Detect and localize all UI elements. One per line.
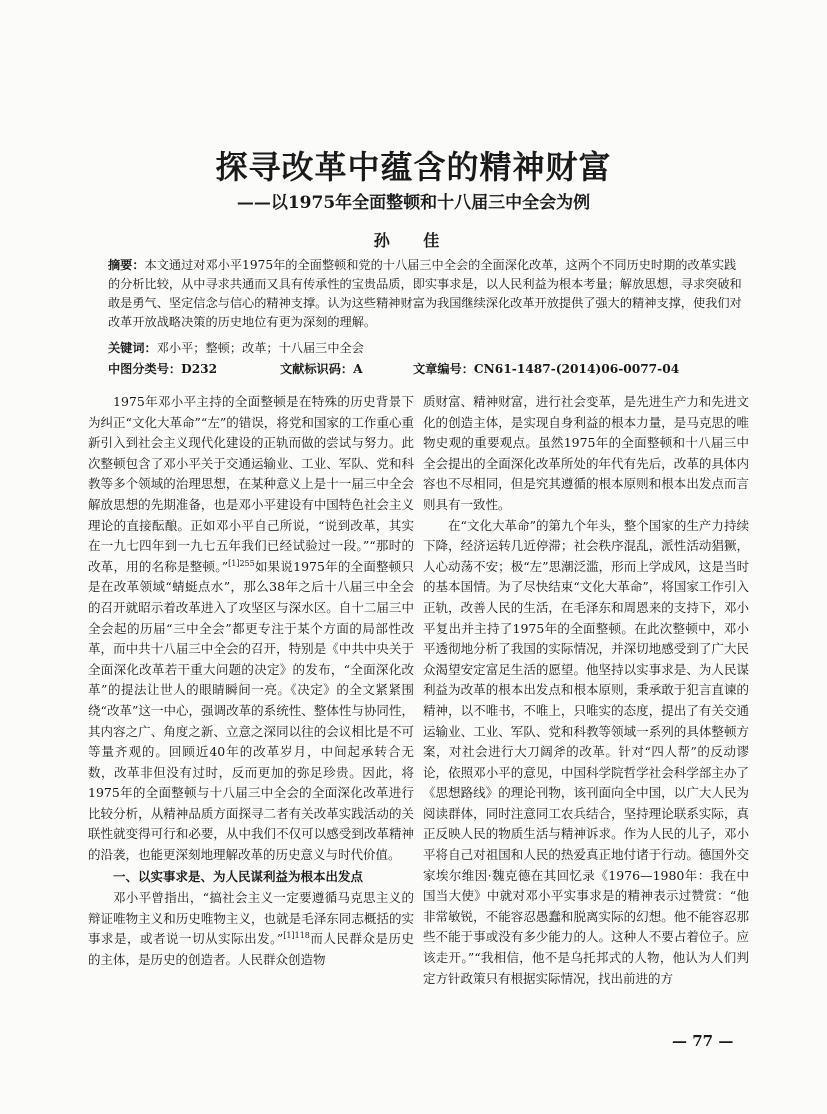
abstract-text: 本文通过对邓小平1975年的全面整顿和党的十八届三中全会的全面深化改革，这两个不同历史时期的改革实践的分析比较，从中寻求共通而又具有传承性的宝贵品质，即实事求是，以人民利益为根本考量；解放思想，寻求突破和敢是勇气、坚定信念与信心的精神支撑。认为这些精神财富为我国继续深化改革开放提供了强大的精神支撑，使我们对改革开放战略决策的历史地位有更为深刻的理解。 (108, 258, 742, 329)
keywords-text: 邓小平；整顿；改革；十八届三中全会 (156, 341, 364, 355)
keywords-label: 关键词： (108, 341, 157, 355)
author-name: 孙 佳 (373, 231, 454, 250)
citation: [1]255 (228, 558, 255, 568)
document-code: 文献标识码：A (280, 362, 363, 376)
citation: [1]118 (283, 931, 310, 941)
clc-number: 中图分类号：D232 (108, 362, 218, 376)
paragraph: 1975年邓小平主持的全面整顿是在特殊的历史背景下为纠正“文化大革命”“左”的错误，将党和国家的工作重心重新引入到社会主义现代化建设的正轨而做的尝试与努力。此次整顿包含了邓小平关于交通运输业、工业、军队、党和科教等多个领域的治理思想，在某种意义上是十一届三中全会解放思想的先期准备，也是邓小平建设有中国特色社会主义理论的直接酝酿。正如邓小平自己所说，“说到改革，其实在一九七四年到一九七五年我们已经试验过一段。”“那时的改革，用的名称是整顿。”$^{[1]255}$如果说1975年的全面整顿只是在改革领域“蜻蜓点水”，那么38年之后十八届三中全会的召开就昭示着改革进入了攻坚区与深水区。自十二届三中全会起的历届“三中全会”都更专注于某个方面的局部性改革，而中共十八届三中全会的召开，特别是《中共中央关于全面深化改革若干重大问题的决定》的发布，“全面深化改革”的提法让世人的眼睛瞬间一亮。《决定》的全文紧紧围绕“改革”这一中心，强调改革的系统性、整体性与协同性，其内容之广、角度之新、立意之深同以往的会议相比是不可等量齐观的。回顾近40年的改革岁月，中间起承转合无数，改革非但没有过时，反而更加的弥足珍贵。因此，将1975年的全面整顿与十八届三中全会的全面深化改革进行比较分析，从精神品质方面探寻二者有关改革实践活动的关联性就变得可行和必要，从中我们不仅可以感受到改革精神的沿袭，也能更深刻地理解改革的历史意义与时代价值。 (88, 394, 414, 863)
paragraph: 邓小平曾指出，“搞社会主义一定要遵循马克思主义的辩证唯物主义和历史唯物主义，也就是毛泽东同志概括的实事求是，或者说一切从实际出发。”$^{[1]118}$而人民群众是历史的主体，是历史的创造者。人民群众创造物 (88, 890, 414, 968)
paragraph: 质财富、精神财富，进行社会变革，是先进生产力和先进文化的创造主体，是实现自身利益的根本力量，是马克思的唯物史观的重要观点。虽然1975年的全面整顿和十八届三中全会提出的全面深化改革所处的年代有先后，改革的具体内容也不尽相同，但是究其遵循的根本原则和根本出发点而言则具有一致性。 (423, 394, 749, 512)
keywords (108, 339, 364, 356)
abstract-label: 摘要： (108, 258, 145, 272)
page-number: — 77 — (672, 1032, 734, 1050)
abstract (108, 256, 748, 332)
article-subtitle: ——以1975年全面整顿和十八届三中全会为例 (236, 193, 591, 213)
right-column (423, 392, 749, 989)
left-column (88, 392, 414, 971)
paragraph: 在“文化大革命”的第九个年头，整个国家的生产力持续下降，经济运转几近停滞；社会秩序混乱，派性活动猖獗，人心动荡不安；极“左”思潮泛滥，形而上学成风，这是当时的基本国情。为了尽快结束“文化大革命”，将国家工作引入正轨，改善人民的生活，在毛泽东和周恩来的支持下，邓小平复出并主持了1975年的全面整顿。在此次整顿中，邓小平透彻地分析了我国的实际情况，并深切地感受到了广大民众渴望安定富足生活的愿望。他坚持以实事求是、为人民谋利益为改革的根本出发点和根本原则，秉承敢于犯言直谏的精神，以不唯书，不唯上，只唯实的态度，提出了有关交通运输业、工业、军队、党和科教等领域一系列的具体整顿方案，对社会进行大刀阔斧的改革。针对“四人帮”的反动谬论，依照邓小平的意见，中国科学院哲学社会科学部主办了《思想路线》的理论刊物，该刊面向全中国，以广大人民为阅读群体，同时注意同工农兵结合，坚持理论联系实际，真正反映人民的物质生活与精神诉求。作为人民的儿子，邓小平将自己对祖国和人民的热爱真正地付诸于行动。德国外交家埃尔维因·魏克德在其回忆录《1976—1980年：我在中国当大使》中就对邓小平实事求是的精神表示过赞赏：“他非常敏锐，不能容忍愚蠢和脱离实际的幻想。他不能容忍那些不能于事或没有多少能力的人。这种人不要占着位子。应该走开。”“我相信，他不是乌托邦式的人物，他认为人们判定方针政策只有根据实际情况，找出前进的方 (423, 517, 749, 986)
section-heading: 一、以实事求是、为人民谋利益为根本出发点 (113, 868, 364, 884)
article-number: 文章编号：CN61-1487-(2014)06-0077-04 (413, 362, 680, 376)
article-title: 探寻改革中蕴含的精神财富 (215, 148, 612, 186)
